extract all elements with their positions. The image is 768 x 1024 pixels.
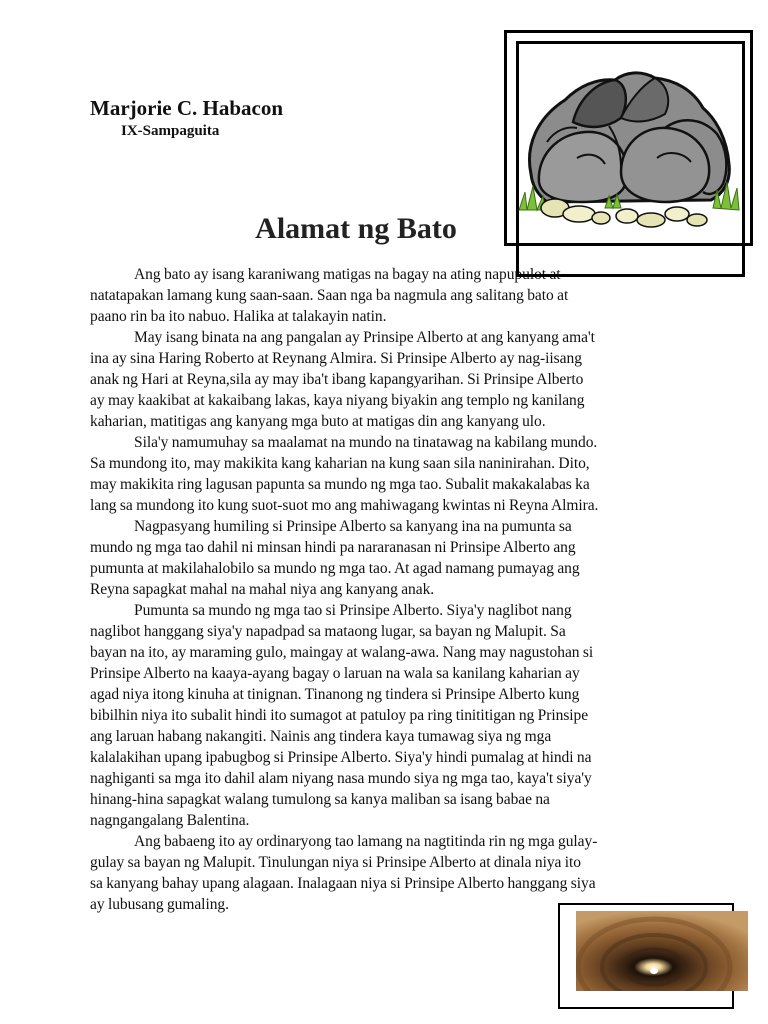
paragraph-5: Pumunta sa mundo ng mga tao si Prinsipe Alberto. Siya'y naglibot nang naglibot hanggang siya'y napadpad sa mataong lugar, sa bayan ng Malupit. Sa bayan na ito, ay maraming gulo, maingay at walang-awa. Nang may nagustohan si Prinsipe Alberto na kaaya-ayang bagay o laruan na wala sa kanilang kaharian ay agad niya itong kinuha at tinignan. Tinanong ng tindera si Prinsipe Alberto kung bibilhin niya ito subalit hindi ito sumagot at patuloy pa ring tinititigan ng Prinsipe ang laruan habang nakangiti. Nainis ang tindera kaya tumawag siya ng mga kalalakihan upang ipabugbog si Prinsipe Alberto. Siya'y hindi pumalag at hindi na naghiganti sa mga ito dahil alam niyang nasa mundo siya ng mga tao, kaya't siya'y hinang-hina sapagkat walang tumulong sa kanya maliban sa isang babae na nagngangalang Balentina. [90,602,594,829]
paragraph-6: Ang babaeng ito ay ordinaryong tao lamang na nagtitinda rin ng mga gulay- gulay sa bayan ng Malupit. Tinulungan niya si Prinsipe Alberto at dinala niya ito sa kanyang bahay upang alagaan. Inalagaan niya si Prinsipe Alberto hanggang siya ay lubusang gumaling. [90,833,598,913]
story-body [90,264,680,915]
rock-illustration [517,68,743,230]
paragraph-2: May isang binata na ang pangalan ay Prinsipe Alberto at ang kanyang ama't ina ay sina Haring Roberto at Reynang Almira. Si Prinsipe Alberto ay nag-iisang anak ng Hari at Reyna,sila ay may iba't ibang kapangyarihan. Si Prinsipe Alberto ay may kaakibat at kakaibang lakas, kaya niyang biyakin ang templo ng kanilang kaharian, matitigas ang kanyang mga buto at matigas din ang kanyang ulo. [90,329,595,430]
tunnel-photo [576,911,748,991]
author-section: IX-Sampaguita [121,123,220,139]
paragraph-1: Ang bato ay isang karaniwang matigas na bagay na ating napupulot at natatapakan lamang kung saan-saan. Saan nga ba nagmula ang salitang bato at paano rin ba ito nabuo. Halika at talakayin natin. [90,266,569,325]
paragraph-4: Nagpasyang humiling si Prinsipe Alberto sa kanyang ina na pumunta sa mundo ng mga tao dahil ni minsan hindi pa nararanasan ni Prinsipe Alberto ang pumunta at makilahalobilo sa mundo ng mga tao. At agad namang pumayag ang Reyna sapagkat mahal na mahal niya ang kanyang anak. [90,518,580,598]
author-block [90,95,283,141]
story-title: Alamat ng Bato [255,212,457,245]
paragraph-3: Sila'y namumuhay sa maalamat na mundo na tinatawag na kabilang mundo. Sa mundong ito, may makikita kang kaharian na kung saan sila naninirahan. Dito, may makikita ring lagusan papunta sa mundo ng mga tao. Subalit makakalabas ka lang sa mundong ito kung suot-suot mo ang mahiwagang kwintas ni Reyna Almira. [90,434,599,514]
author-name: Marjorie C. Habacon [90,96,284,120]
